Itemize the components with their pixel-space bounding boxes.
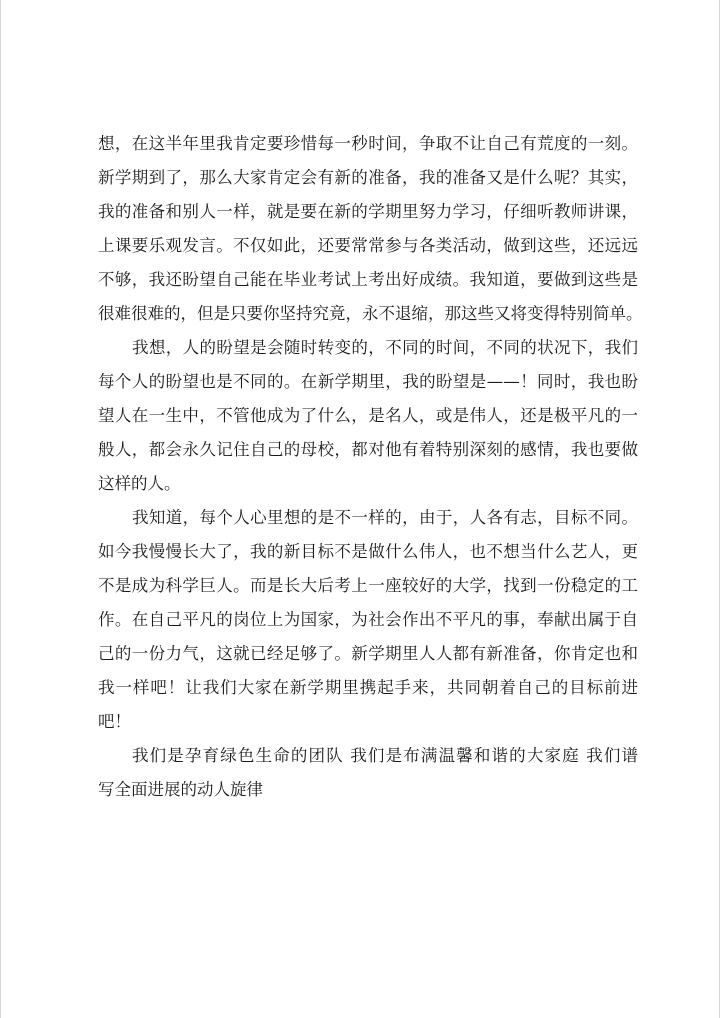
text-line: 新学期到了，那么大家肯定会有新的准备，我的准备又是什么呢？其实， (98, 168, 638, 187)
text-line: 吧！ (98, 712, 131, 731)
text-line: 上课要乐观发言。不仅如此，还要常常参与各类活动，做到这些，还远远 (98, 236, 638, 255)
text-line: 想，在这半年里我肯定要珍惜每一秒时间，争取不让自己有荒度的一刻。 (98, 134, 638, 153)
text-line: 我一样吧！让我们大家在新学期里携起手来，共同朝着自己的目标前进 (98, 678, 638, 697)
text-line: 每个人的盼望也是不同的。在新学期里，我的盼望是——！同时，我也盼 (98, 372, 638, 391)
text-line: 作。在自己平凡的岗位上为国家，为社会作出不平凡的事，奉献出属于自 (98, 610, 638, 629)
document-body (98, 127, 643, 807)
text-line: 如今我慢慢长大了，我的新目标不是做什么伟人，也不想当什么艺人，更 (98, 542, 638, 561)
text-line: 不够，我还盼望自己能在毕业考试上考出好成绩。我知道，要做到这些是 (98, 270, 638, 289)
text-line: 般人，都会永久记住自己的母校，都对他有着特别深刻的感情，我也要做 (98, 440, 638, 459)
text-line: 我知道，每个人心里想的是不一样的，由于，人各有志，目标不同。 (132, 508, 638, 527)
text-line: 我的准备和别人一样，就是要在新的学期里努力学习，仔细听教师讲课， (98, 202, 638, 221)
text-line: 己的一份力气，这就已经足够了。新学期里人人都有新准备，你肯定也和 (98, 644, 638, 663)
text-line: 我想，人的盼望是会随时转变的，不同的时间，不同的状况下，我们 (132, 338, 638, 357)
text-line: 很难很难的，但是只要你坚持究竟，永不退缩，那这些又将变得特别简单。 (98, 304, 643, 323)
text-line: 这样的人。 (98, 474, 181, 493)
text-line: 不是成为科学巨人。而是长大后考上一座较好的大学，找到一份稳定的工 (98, 576, 638, 595)
text-line: 写全面进展的动人旋律 (98, 780, 263, 799)
page-left-edge (0, 0, 1, 1018)
text-line: 我们是孕育绿色生命的团队 我们是布满温馨和谐的大家庭 我们谱 (132, 746, 638, 765)
text-line: 望人在一生中，不管他成为了什么，是名人，或是伟人，还是极平凡的一 (98, 406, 638, 425)
